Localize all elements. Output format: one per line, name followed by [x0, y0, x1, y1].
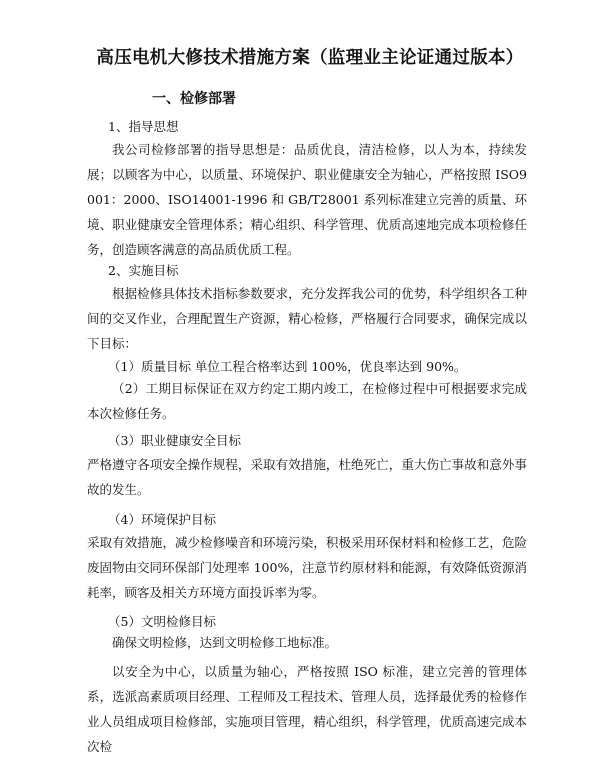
goal-environmental: （4）环境保护目标 — [108, 512, 216, 527]
subheading-implementation-goals: 2、实施目标 — [108, 263, 179, 278]
goal-quality: （1）质量目标 单位工程合格率达到 100%，优良率达到 90%。 — [108, 359, 467, 374]
section-heading-deployment: 一、检修部署 — [152, 91, 236, 107]
paragraph-health-safety: 严格遵守各项安全操作规程，采取有效措施，杜绝死亡，重大伤亡事故和意外事故的发生。 — [87, 457, 527, 497]
document-title: 高压电机大修技术措施方案（监理业主论证通过版本） — [96, 48, 524, 68]
subheading-guiding-ideology: 1、指导思想 — [108, 119, 179, 134]
paragraph-implementation-goals: 根据检修具体技术指标参数要求，充分发挥我公司的优势，科学组织各工种间的交叉作业，合理配置生产资源，精心检修，严格履行合同要求，确保完成以下目标： — [87, 286, 527, 351]
paragraph-management-approach: 以安全为中心，以质量为轴心，严格按照 ISO 标准，建立完善的管理体系，选派高素质项目经理、工程师及工程技术、管理人员，选择最优秀的检修作业人员组成项目检修部，实施项目管理，精心组织，科学管理，优质高速完成本次检 — [87, 664, 527, 754]
goal-health-safety: （3）职业健康安全目标 — [108, 433, 241, 448]
paragraph-environmental: 采取有效措施，减少检修噪音和环境污染，积极采用环保材料和检修工艺，危险废固物由交同环保部门处理率 100%，注意节约原材料和能源，有效降低资源消耗率，顾客及相关方环境方面投诉率为零。 — [87, 535, 527, 600]
goal-civilized-maintenance: （5）文明检修目标 — [108, 614, 216, 629]
paragraph-civilized-maintenance: 确保文明检修，达到文明检修工地标准。 — [112, 635, 338, 650]
paragraph-guiding-ideology: 我公司检修部署的指导思想是：品质优良，清洁检修，以人为本，持续发展；以顾客为中心，以质量、环境保护、职业健康安全为轴心，严格按照 ISO9001：2000、ISO14001-1996 和 GB/T28001 系列标准建立完善的质量、环境、职业健康安全管理体系；精心组织、科学管理、优质高速地完成本项检修任务，创造顾客满意的高品质优质工程。 — [87, 142, 527, 257]
goal-schedule: （2）工期目标保证在双方约定工期内竣工，在检修过程中可根据要求完成本次检修任务。 — [87, 381, 527, 421]
